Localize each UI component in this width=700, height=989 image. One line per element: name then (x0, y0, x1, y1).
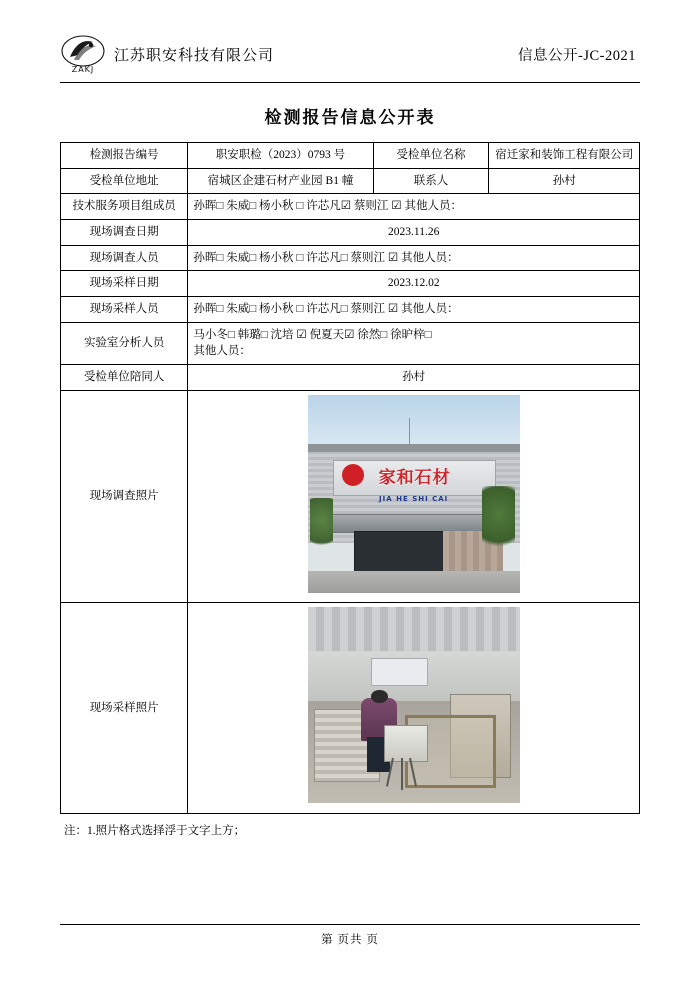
page-header (60, 28, 640, 83)
contact-value: 孙村 (489, 168, 640, 194)
table-row-photo-1 (61, 390, 640, 603)
page-title: 检测报告信息公开表 (264, 108, 436, 127)
photo1-entrance-door (354, 531, 445, 573)
escort-value: 孙村 (188, 365, 640, 391)
photo1-roofline (308, 444, 520, 452)
lab-staff-line-1: 马小冬□ 韩璐□ 沈培 ☑ 倪夏天☑ 徐然□ 徐昈梓□ (193, 328, 432, 341)
document-code: 信息公开-JC-2021 (518, 47, 636, 64)
table-row-photo-2 (61, 603, 640, 814)
photo2-roof (308, 607, 520, 651)
company-name: 江苏职安科技有限公司 (114, 47, 275, 64)
table-row (61, 365, 640, 391)
report-no-label: 检测报告编号 (61, 143, 188, 169)
survey-staff-value: 孙晖□ 朱威□ 杨小秋 □ 许芯凡□ 蔡则江 ☑ 其他人员： (188, 245, 640, 271)
photo2-label: 现场采样照片 (61, 603, 188, 814)
photo1-tree-right (482, 486, 516, 557)
photo1-sign-logo-icon (342, 464, 364, 486)
table-row (61, 245, 640, 271)
table-row (61, 168, 640, 194)
report-info-table (60, 142, 640, 814)
team-value: 孙晖□ 朱威□ 杨小秋 □ 许芯凡☑ 蔡则江 ☑ 其他人员： (188, 194, 640, 220)
report-no-value: 职安职检（2023）0793 号 (188, 143, 373, 169)
survey-staff-label: 现场调查人员 (61, 245, 188, 271)
contact-label: 联系人 (373, 168, 489, 194)
team-label: 技术服务项目组成员 (61, 194, 188, 220)
table-row (61, 220, 640, 246)
photo1-ground (308, 571, 520, 593)
table-row (61, 194, 640, 220)
photo2-sampling-device (384, 725, 428, 762)
photo2-window (371, 658, 428, 685)
header-left-group (60, 33, 274, 75)
table-row (61, 143, 640, 169)
client-value: 宿迁家和装饰工程有限公司 (489, 143, 640, 169)
svg-text:ZAKJ: ZAKJ (71, 65, 95, 74)
address-value: 宿城区企建石材产业园 B1 幢 (188, 168, 373, 194)
site-survey-photo (308, 395, 520, 593)
photo1-sign-main-text: 家和石材 (378, 467, 451, 488)
table-row (61, 322, 640, 364)
table-row (61, 271, 640, 297)
address-label: 受检单位地址 (61, 168, 188, 194)
photo1-label: 现场调查照片 (61, 390, 188, 603)
page-number-text: 第 页共 页 (321, 934, 379, 946)
photo1-sign-sub-text: JIA HE SHI CAI (379, 494, 449, 503)
photo1-tree-left (310, 498, 333, 553)
sampling-date-label: 现场采样日期 (61, 271, 188, 297)
page-footer (60, 924, 640, 947)
site-sampling-photo (308, 607, 520, 803)
company-logo-icon (60, 33, 106, 75)
lab-staff-label: 实验室分析人员 (61, 322, 188, 364)
survey-date-label: 现场调查日期 (61, 220, 188, 246)
photo2-tripod-leg-center (401, 758, 403, 789)
escort-label: 受检单位陪同人 (61, 365, 188, 391)
survey-date-value: 2023.11.26 (188, 220, 640, 246)
sampling-staff-value: 孙晖□ 朱威□ 杨小秋 □ 许芯凡□ 蔡则江 ☑ 其他人员： (188, 297, 640, 323)
table-row (61, 297, 640, 323)
client-label: 受检单位名称 (373, 143, 489, 169)
lab-staff-value (188, 322, 640, 364)
lab-staff-line-2: 其他人员： (193, 345, 251, 358)
sampling-date-value: 2023.12.02 (188, 271, 640, 297)
photo2-cell (188, 603, 640, 814)
table-note: 注：1.照片格式选择浮于文字上方； (64, 825, 246, 838)
photo1-cell (188, 390, 640, 603)
sampling-staff-label: 现场采样人员 (61, 297, 188, 323)
